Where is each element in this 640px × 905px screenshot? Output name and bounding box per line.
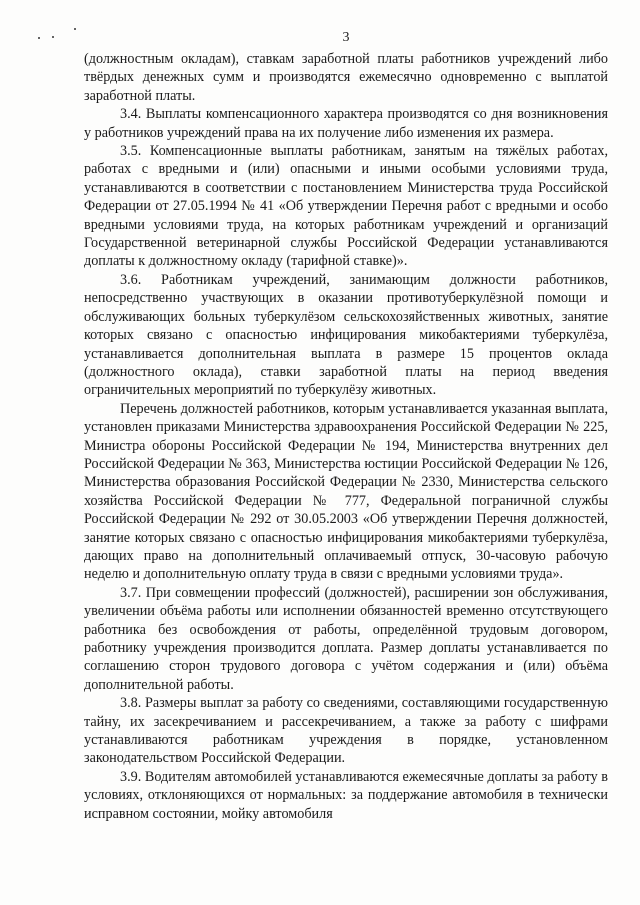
page-number: 3 [342, 30, 350, 45]
paragraph-3-7: 3.7. При совмещении профессий (должностей), расширении зон обслуживания, увеличении объёма работы или исполнении обязанностей временно отсутствующего работника без освобождения от работы, определённой трудовым договором, работнику учреждения производится доплата. Размер доплаты устанавливается по соглашению сторон трудового договора с учётом содержания и (или) объёма дополнительной работы. [84, 584, 608, 693]
paragraph-3-4: 3.4. Выплаты компенсационного характера производятся со дня возникновения у работников учреждений права на их получение либо изменения их размера. [84, 106, 608, 141]
paragraph-3-5: 3.5. Компенсационные выплаты работникам, занятым на тяжёлых работах, работах с вредными и (или) опасными и иными особыми условиями труда, устанавливаются в соответствии с постановлением Министерства труда Российской Федерации от 27.05.1994 № 41 «Об утверждении Перечня работ с вредными и особо вредными условиями труда, на которых работникам учреждений и организаций Государственной ветеринарной службы Российской Федерации устанавливаются доплаты к должностному окладу (тарифной ставке)». [84, 143, 608, 270]
paragraph-continuation: (должностным окладам), ставкам заработной платы работников учреждений либо твёрдых денежных сумм и производятся ежемесячно одновременно с выплатой заработной платы. [84, 51, 608, 104]
paragraph-positions-list: Перечень должностей работников, которым устанавливается указанная выплата, установлен приказами Министерства здравоохранения Российской Федерации № 225, Министра обороны Российской Федерации № 194, Министерства внутренних дел Российской Федерации № 363, Министерства юстиции Российской Федерации № 126, Министерства образования Российской Федерации № 2330, Министерства сельского хозяйства Российской Федерации № 777, Федеральной пограничной службы Российской Федерации № 292 от 30.05.2003 «Об утверждении Перечня должностей, занятие которых связано с опасностью инфицирования микобактериями туберкулёза, дающих право на дополнительный оплачиваемый отпуск, 30-часовую рабочую неделю и дополнительную оплату труда в связи с вредными условиями труда». [84, 400, 608, 583]
paragraph-3-6: 3.6. Работникам учреждений, занимающим должности работников, непосредственно участвующих в оказании противотуберкулёзной помощи и обслуживающих больных туберкулёзом сельскохозяйственных животных, занятие которых связано с опасностью инфицирования микобактериями туберкулёза, устанавливается дополнительная выплата в размере 15 процентов оклада (должностного оклада), ставки заработной платы на период введения ограничительных мероприятий по туберкулёзу животных. [84, 271, 608, 399]
paragraph-3-9: 3.9. Водителям автомобилей устанавливаются ежемесячные доплаты за работу в условиях, отклоняющихся от нормальных: за поддержание автомобиля в технически исправном состоянии, мойку автомобиля [84, 768, 608, 822]
paragraph-3-8: 3.8. Размеры выплат за работу со сведениями, составляющими государственную тайну, их засекречиванием и рассекречиванием, а также за работу с шифрами устанавливаются работникам учреждения в порядке, установленном законодательством Российской Федерации. [84, 695, 608, 767]
document-body [84, 50, 608, 823]
